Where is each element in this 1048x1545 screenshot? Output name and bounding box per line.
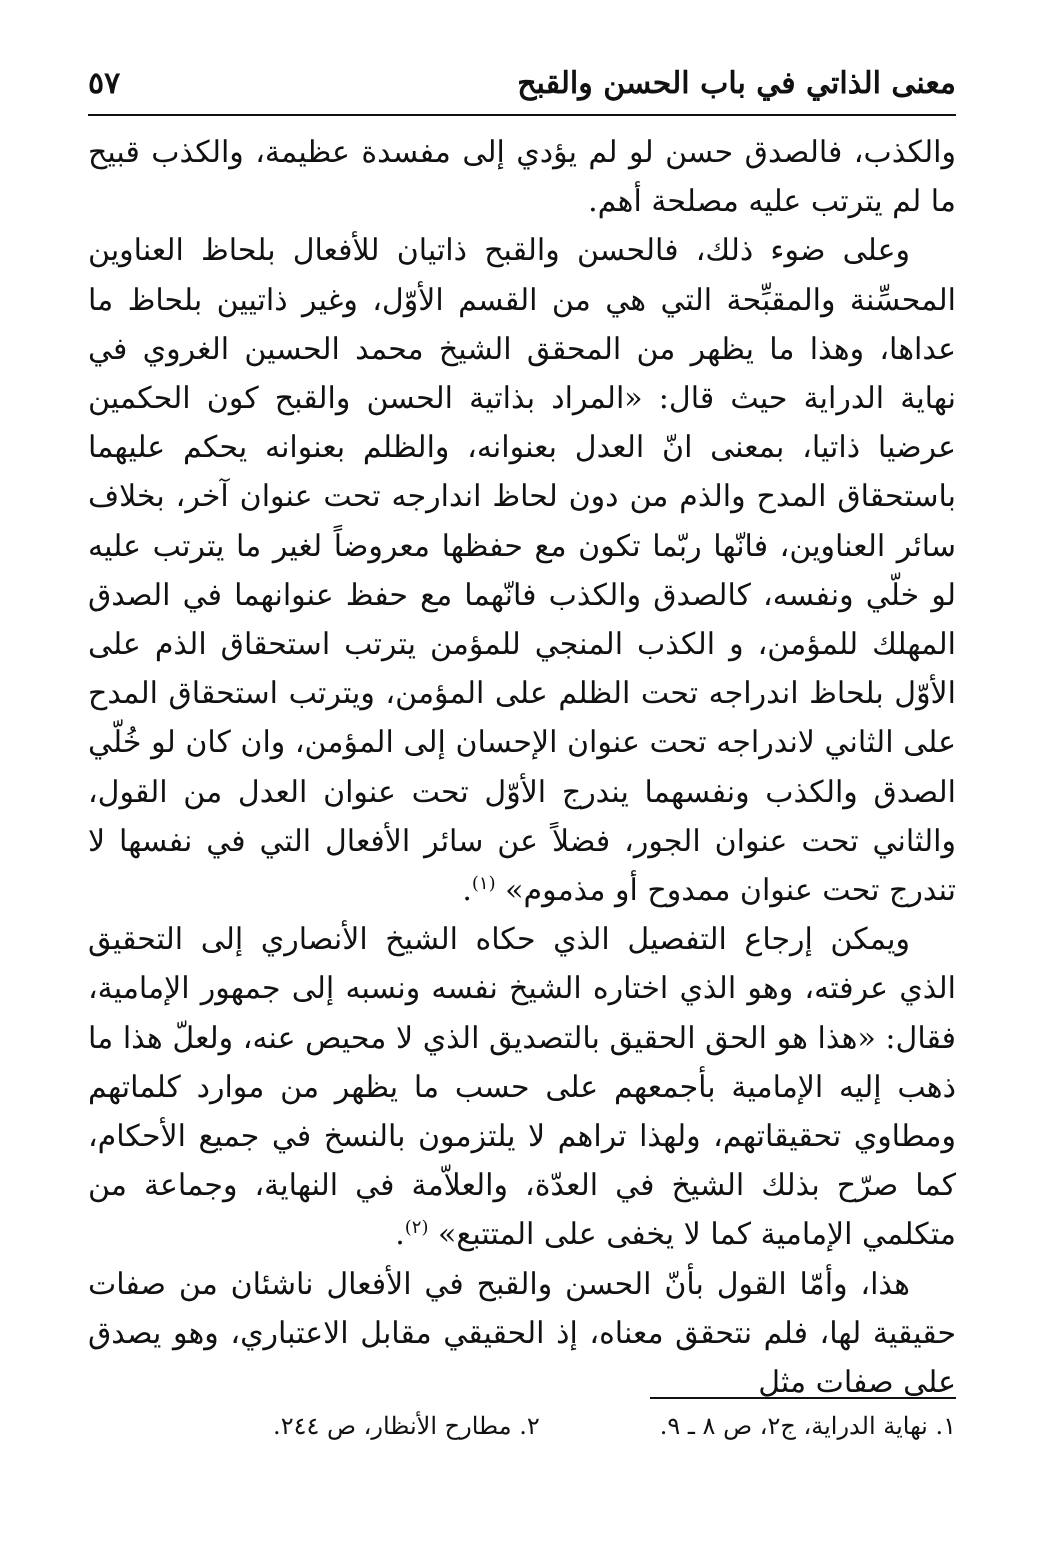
paragraph-3: ويمكن إرجاع التفصيل الذي حكاه الشيخ الأنصاري إلى التحقيق الذي عرفته، وهو الذي اختاره الشيخ نفسه ونسبه إلى جمهور الإمامية، فقال: «هذا هو الحق الحقيق بالتصديق الذي لا محيص عنه، ولعلّ هذا ما ذهب إليه الإمامية بأجمعهم على حسب ما يظهر من موارد كلماتهم ومطاوي تحقيقاتهم، ولهذا تراهم لا يلتزمون بالنسخ في جميع الأحكام، كما صرّح بذلك الشيخ في العدّة، والعلاّمة في النهاية، وجماعة من متكلمي الإمامية كما لا يخفى على المتتبع» $^{(٢)}$. [88,922,956,1253]
footnote-separator [650,1397,956,1399]
footnote-ref-2: (٢) [404,1217,429,1239]
footnote-1: ١. نهاية الدراية، ج٢، ص ٨ ـ ٩. [659,1412,956,1440]
body-text [88,128,956,1407]
running-header [88,52,956,116]
paragraph-4 [88,1260,956,1408]
paragraph-1-text: والكذب، فالصدق حسن لو لم يؤدي إلى مفسدة عظيمة، والكذب قبيح ما لم يترتب عليه مصلحة أهم. [88,135,956,220]
paragraph-1 [88,128,956,226]
running-title: معنى الذاتي في باب الحسن والقبح [517,65,956,101]
footnote-ref-1: (١) [471,873,496,895]
footnote-2: ٢. مطارح الأنظار، ص ٢٤٤. [273,1412,540,1440]
footnotes [200,1412,956,1440]
paragraph-2-text: وعلى ضوء ذلك، فالحسن والقبح ذاتيان للأفعال بلحاظ العناوين المحسِّنة والمقبِّحة التي هي من القسم الأوّل، وغير ذاتيين بلحاظ ما عداها، وهذا ما يظهر من المحقق الشيخ محمد الحسين الغروي في نهاية الدراية حيث قال: «المراد بذاتية الحسن والقبح كون الحكمين عرضيا ذاتيا، بمعنى انّ العدل بعنوانه، والظلم بعنوانه يحكم عليهما باستحقاق المدح والذم من دون لحاظ اندارجه تحت عنوان آخر، بخلاف سائر العناوين، فانّها ربّما تكون مع حفظها معروضاً لغير ما يترتب عليه لو خلّي ونفسه، كالصدق والكذب فانّهما مع حفظ عنوانهما في الصدق المهلك للمؤمن، و الكذب المنجي للمؤمن يترتب استحقاق الذم على الأوّل بلحاظ اندراجه تحت الظلم على المؤمن، ويترتب استحقاق المدح على الثاني لاندراجه تحت عنوان الإحسان إلى المؤمن، وان كان لو خُلّي الصدق والكذب ونفسهما يندرج الأوّل تحت عنوان العدل من القول، والثاني تحت عنوان الجور، فضلاً عن سائر الأفعال التي في نفسها لا تندرج تحت عنوان ممدوح أو مذموم» [88,233,957,909]
page-number: ٥٧ [88,65,121,101]
paragraph-4-text: هذا، وأمّا القول بأنّ الحسن والقبح في الأفعال ناشئان من صفات حقيقية لها، فلم نتحقق معناه، إذ الحقيقي مقابل الاعتباري، وهو يصدق على صفات مثل [88,1266,956,1401]
paragraph-2: وعلى ضوء ذلك، فالحسن والقبح ذاتيان للأفعال بلحاظ العناوين المحسِّنة والمقبِّحة التي هي من القسم الأوّل، وغير ذاتيين بلحاظ ما عداها، وهذا ما يظهر من المحقق الشيخ محمد الحسين الغروي في نهاية الدراية حيث قال: «المراد بذاتية الحسن والقبح كون الحكمين عرضيا ذاتيا، بمعنى انّ العدل بعنوانه، والظلم بعنوانه يحكم عليهما باستحقاق المدح والذم من دون لحاظ اندارجه تحت عنوان آخر، بخلاف سائر العناوين، فانّها ربّما تكون مع حفظها معروضاً لغير ما يترتب عليه لو خلّي ونفسه، كالصدق والكذب فانّهما مع حفظ عنوانهما في الصدق المهلك للمؤمن، و الكذب المنجي للمؤمن يترتب استحقاق الذم على الأوّل بلحاظ اندراجه تحت الظلم على المؤمن، ويترتب استحقاق المدح على الثاني لاندراجه تحت عنوان الإحسان إلى المؤمن، وان كان لو خُلّي الصدق والكذب ونفسهما يندرج الأوّل تحت عنوان العدل من القول، والثاني تحت عنوان الجور، فضلاً عن سائر الأفعال التي في نفسها لا تندرج تحت عنوان ممدوح أو مذموم» $^{(١)}$. [88,233,957,909]
paragraph-3-text: ويمكن إرجاع التفصيل الذي حكاه الشيخ الأنصاري إلى التحقيق الذي عرفته، وهو الذي اختاره الشيخ نفسه ونسبه إلى جمهور الإمامية، فقال: «هذا هو الحق الحقيق بالتصديق الذي لا محيص عنه، ولعلّ هذا ما ذهب إليه الإمامية بأجمعهم على حسب ما يظهر من موارد كلماتهم ومطاوي تحقيقاتهم، ولهذا تراهم لا يلتزمون بالنسخ في جميع الأحكام، كما صرّح بذلك الشيخ في العدّة، والعلاّمة في النهاية، وجماعة من متكلمي الإمامية كما لا يخفى على المتتبع» [88,922,956,1253]
